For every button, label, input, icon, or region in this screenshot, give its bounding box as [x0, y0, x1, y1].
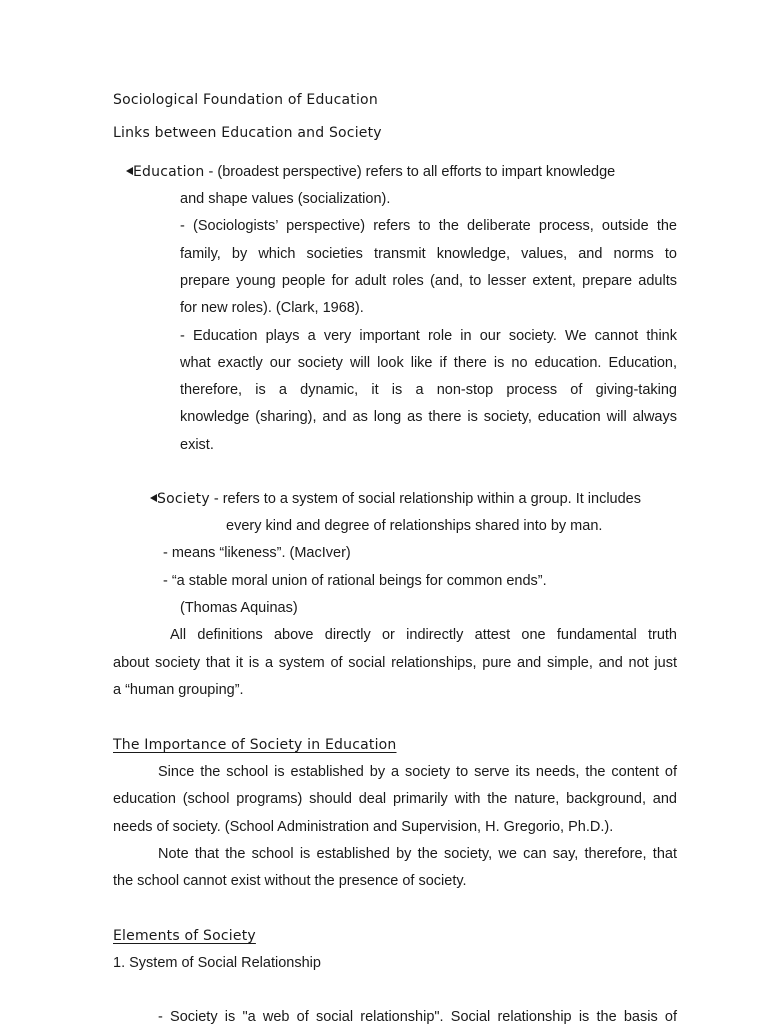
society-line: - means “likeness”. (MacIver) — [163, 545, 351, 561]
section-heading-importance: The Importance of Society in Education — [113, 737, 397, 753]
society-line: - “a stable moral union of rational beings for common ends”. — [163, 573, 547, 589]
education-line: knowledge (sharing), and as long as there is society, education will always — [180, 409, 677, 425]
education-line: family, by which societies transmit knowledge, values, and norms to — [180, 246, 677, 262]
education-line: - Education plays a very important role in our society. We cannot think — [180, 328, 677, 344]
education-term: Education — [133, 164, 205, 180]
society-line: (Thomas Aquinas) — [180, 600, 298, 616]
importance-line: the school cannot exist without the presence of society. — [113, 873, 467, 889]
importance-line: Since the school is established by a society to serve its needs, the content of — [158, 764, 677, 780]
elements-line: - Society is "a web of social relationship". Social relationship is the basis of — [158, 1009, 677, 1025]
education-line: for new roles). (Clark, 1968). — [180, 300, 364, 316]
education-line: exist. — [180, 437, 214, 453]
education-line: and shape values (socialization). — [180, 191, 391, 207]
page-subtitle: Links between Education and Society — [113, 125, 382, 141]
society-term: Society — [157, 491, 210, 507]
page-title: Sociological Foundation of Education — [113, 92, 378, 108]
importance-line: education (school programs) should deal primarily with the nature, background, and — [113, 791, 677, 807]
society-line: about society that it is a system of social relationships, pure and simple, and not just — [113, 655, 677, 671]
society-definition-first-line: Society - refers to a system of social relationship within a group. It includes — [150, 489, 641, 509]
education-line: therefore, is a dynamic, it is a non-stop process of giving-taking — [180, 382, 677, 398]
society-line: a “human grouping”. — [113, 682, 244, 698]
society-line: every kind and degree of relationships shared into by man. — [226, 518, 603, 534]
importance-line: Note that the school is established by the society, we can say, therefore, that — [158, 846, 677, 862]
arrow-bullet-icon — [126, 167, 133, 175]
education-line: prepare young people for adult roles (and, to lesser extent, prepare adults — [180, 273, 677, 289]
education-definition-first-line: Education - (broadest perspective) refers to all efforts to impart knowledge — [126, 162, 615, 182]
arrow-bullet-icon — [150, 494, 157, 502]
education-line: what exactly our society will look like if there is no education. Education, — [180, 355, 677, 371]
section-heading-elements: Elements of Society — [113, 928, 256, 944]
education-line: - (Sociologists’ perspective) refers to the deliberate process, outside the — [180, 218, 677, 234]
society-line: All definitions above directly or indirectly attest one fundamental truth — [170, 627, 677, 643]
elements-item-1: 1. System of Social Relationship — [113, 955, 321, 971]
importance-line: needs of society. (School Administration and Supervision, H. Gregorio, Ph.D.). — [113, 819, 614, 835]
